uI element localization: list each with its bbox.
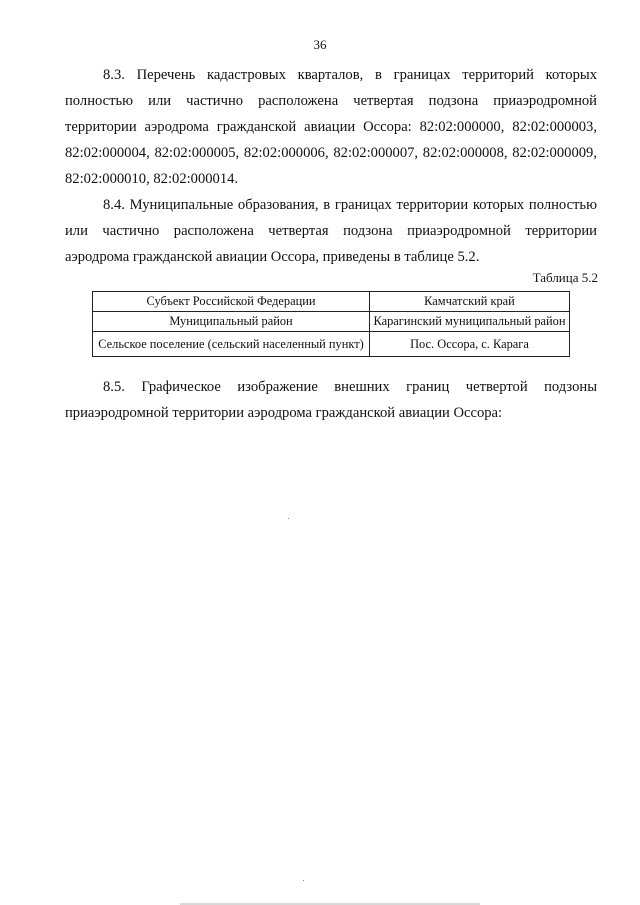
table-cell-label: Муниципальный район [93, 312, 370, 332]
table-cell-value: Пос. Оссора, с. Карага [370, 332, 570, 357]
table-cell-value: Камчатский край [370, 292, 570, 312]
table-cell-label: Сельское поселение (сельский населенный пункт) [93, 332, 370, 357]
table-cell-value: Карагинский муниципальный район [370, 312, 570, 332]
section-8-4-paragraph: 8.4. Муниципальные образования, в границах территории которых полностью или частично расположена четвертая подзона приаэродромной территории аэродрома гражданской авиации Оссора, приведены в таблице 5.2. [65, 197, 597, 265]
table-caption: Таблица 5.2 [532, 270, 598, 285]
table-cell-label: Субъект Российской Федерации [93, 292, 370, 312]
scan-speck [288, 518, 289, 519]
table-row [93, 332, 570, 357]
section-8-3-paragraph: 8.3. Перечень кадастровых кварталов, в границах территорий которых полностью или частично расположена четвертая подзона приаэродромной территории аэродрома гражданской авиации Оссора: 82:02:000000, 82:02:000003, 82:02:000004, 82:02:000005, 82:02:000006, 82:02:000007, 82:02:000008, 82:02:000009, 82:02:000010, 82:02:000014. [65, 67, 597, 187]
scan-speck [303, 880, 304, 881]
section-8-5-paragraph: 8.5. Графическое изображение внешних границ четвертой подзоны приаэродромной территории аэродрома гражданской авиации Оссора: [65, 379, 597, 421]
table-row [93, 312, 570, 332]
municipal-table [92, 291, 570, 357]
page-number: 36 [313, 37, 327, 52]
table-row [93, 292, 570, 312]
